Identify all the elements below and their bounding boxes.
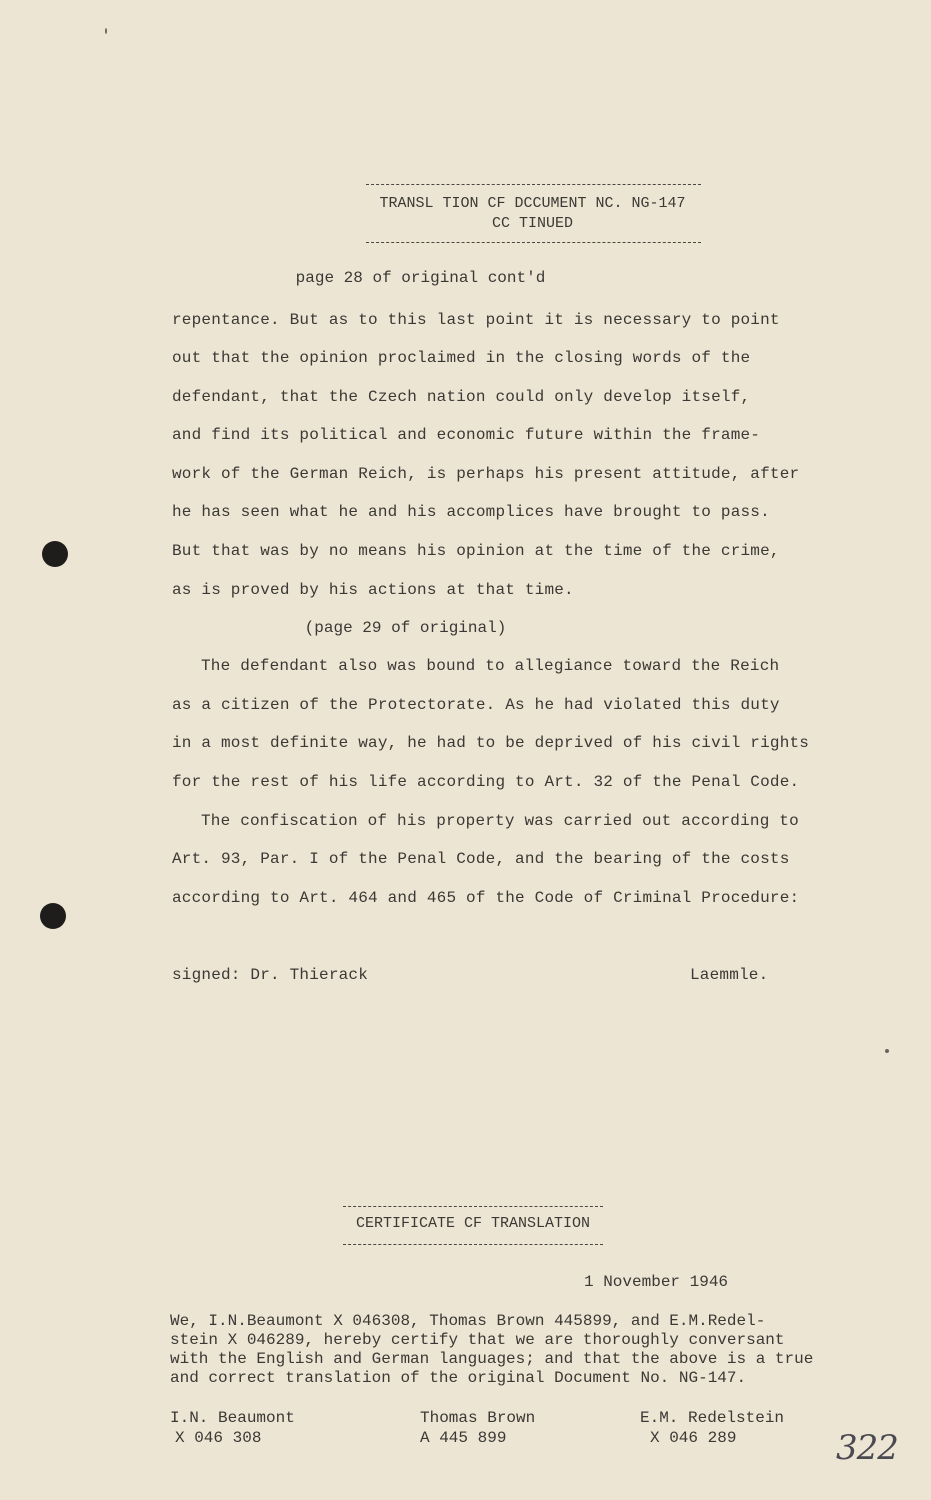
certificate-title: CERTIFICATE CF TRANSLATION	[355, 1215, 591, 1232]
signer-3-name: E.M. Redelstein	[640, 1409, 785, 1427]
text-line: The defendant also was bound to allegiance toward the Reich	[201, 657, 780, 675]
signature-right: Laemmle.	[690, 966, 769, 984]
signer-1-id: X 046 308	[175, 1429, 262, 1447]
text-line: according to Art. 464 and 465 of the Code of Criminal Procedure:	[172, 889, 800, 907]
paper-speck	[105, 28, 107, 34]
certificate-date: 1 November 1946	[584, 1273, 729, 1291]
text-line: But that was by no means his opinion at the time of the crime,	[172, 542, 780, 560]
paper-speck	[885, 1049, 889, 1053]
certificate-line: with the English and German languages; and that the above is a true	[170, 1350, 814, 1368]
certificate-rule-top	[343, 1206, 603, 1207]
certificate-line: We, I.N.Beaumont X 046308, Thomas Brown 445899, and E.M.Redel-	[170, 1312, 766, 1330]
signer-1-name: I.N. Beaumont	[170, 1409, 295, 1427]
document-title: TRANSL TION CF DCCUMENT NC. NG-147	[379, 195, 686, 212]
signer-2-name: Thomas Brown	[420, 1409, 536, 1427]
header-rule-bottom	[366, 242, 701, 243]
text-line: Art. 93, Par. I of the Penal Code, and the bearing of the costs	[172, 850, 790, 868]
text-line: he has seen what he and his accomplices have brought to pass.	[172, 503, 770, 521]
page-number: 322	[836, 1428, 898, 1468]
text-line: defendant, that the Czech nation could only develop itself,	[172, 388, 751, 406]
page-reference: page 28 of original cont'd	[295, 269, 546, 287]
page-reference-2: (page 29 of original)	[304, 619, 507, 637]
document-subtitle: CC TINUED	[491, 215, 573, 232]
signer-2-id: A 445 899	[420, 1429, 507, 1447]
text-line: The confiscation of his property was carried out according to	[201, 812, 799, 830]
text-line: as is proved by his actions at that time.	[172, 581, 574, 599]
certificate-rule-bottom	[343, 1244, 603, 1245]
text-line: as a citizen of the Protectorate. As he had violated this duty	[172, 696, 780, 714]
text-line: for the rest of his life according to Art. 32 of the Penal Code.	[172, 773, 800, 791]
text-line: and find its political and economic future within the frame-	[172, 426, 761, 444]
text-line: in a most definite way, he had to be deprived of his civil rights	[172, 734, 810, 752]
certificate-line: stein X 046289, hereby certify that we are thoroughly conversant	[170, 1331, 785, 1349]
text-line: work of the German Reich, is perhaps his present attitude, after	[172, 465, 800, 483]
text-line: out that the opinion proclaimed in the closing words of the	[172, 349, 751, 367]
header-rule-top	[366, 184, 701, 185]
signed-by: signed: Dr. Thierack	[172, 966, 369, 984]
text-line: repentance. But as to this last point it is necessary to point	[172, 311, 780, 329]
punch-hole-icon	[42, 541, 68, 567]
signer-3-id: X 046 289	[650, 1429, 737, 1447]
punch-hole-icon	[40, 903, 66, 929]
certificate-line: and correct translation of the original Document No. NG-147.	[170, 1369, 747, 1387]
